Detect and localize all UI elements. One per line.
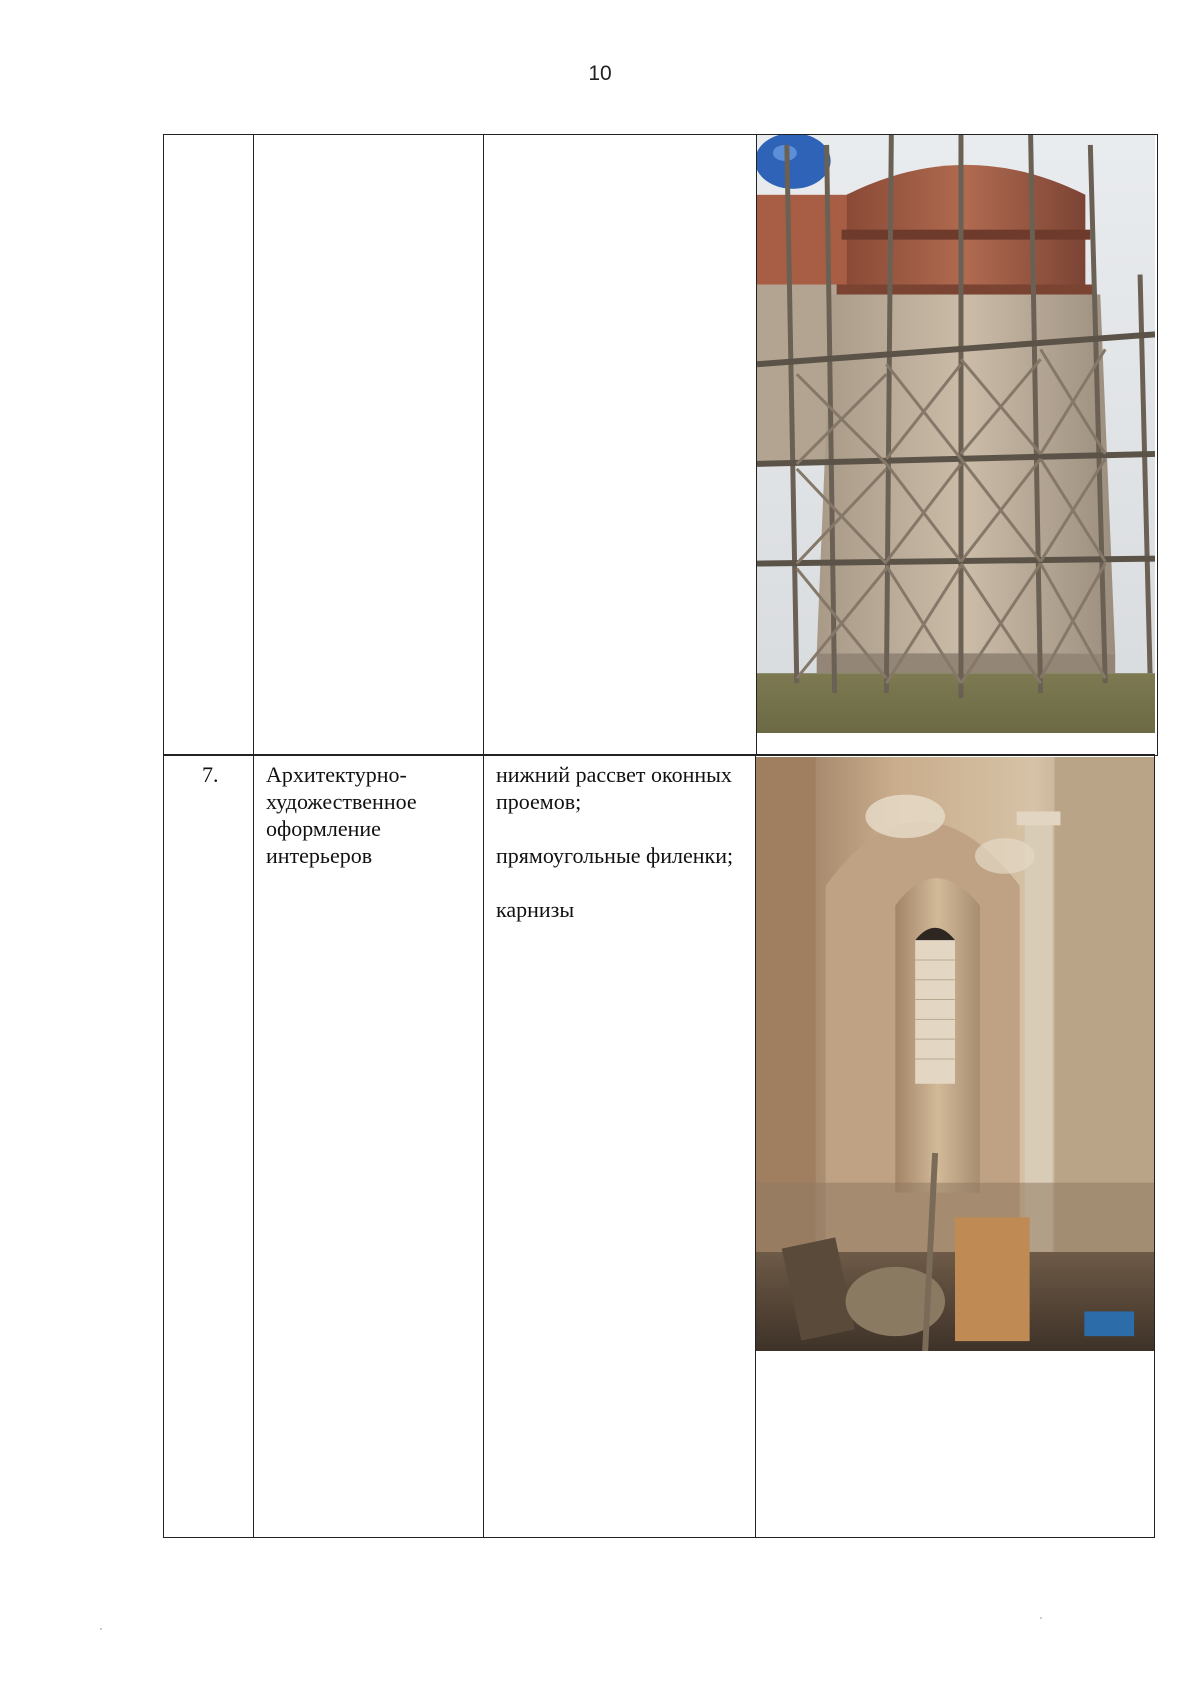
detail-item: прямоугольные филенки; (496, 843, 734, 868)
name-cell (253, 754, 483, 1538)
church-interior-window-photo (756, 757, 1154, 1351)
row-name: Архитектурно- художественное оформление интерьеров (266, 762, 417, 868)
details-cell (483, 134, 756, 756)
church-exterior-scaffolding-photo (757, 135, 1155, 733)
scan-speck (100, 1628, 102, 1630)
detail-item: нижний рассвет оконных проемов; (496, 762, 732, 814)
details-cell (483, 754, 755, 1538)
table-row (163, 754, 1155, 1538)
page-number: 10 (588, 62, 612, 85)
name-cell (253, 134, 483, 756)
row-index: 7. (202, 762, 219, 787)
index-cell (163, 754, 253, 1538)
photo-cell (755, 754, 1155, 1538)
photo-cell (756, 134, 1158, 756)
index-cell (163, 134, 253, 756)
table-row (163, 134, 1158, 756)
scan-speck (1040, 1617, 1042, 1619)
detail-item: карнизы (496, 897, 575, 922)
